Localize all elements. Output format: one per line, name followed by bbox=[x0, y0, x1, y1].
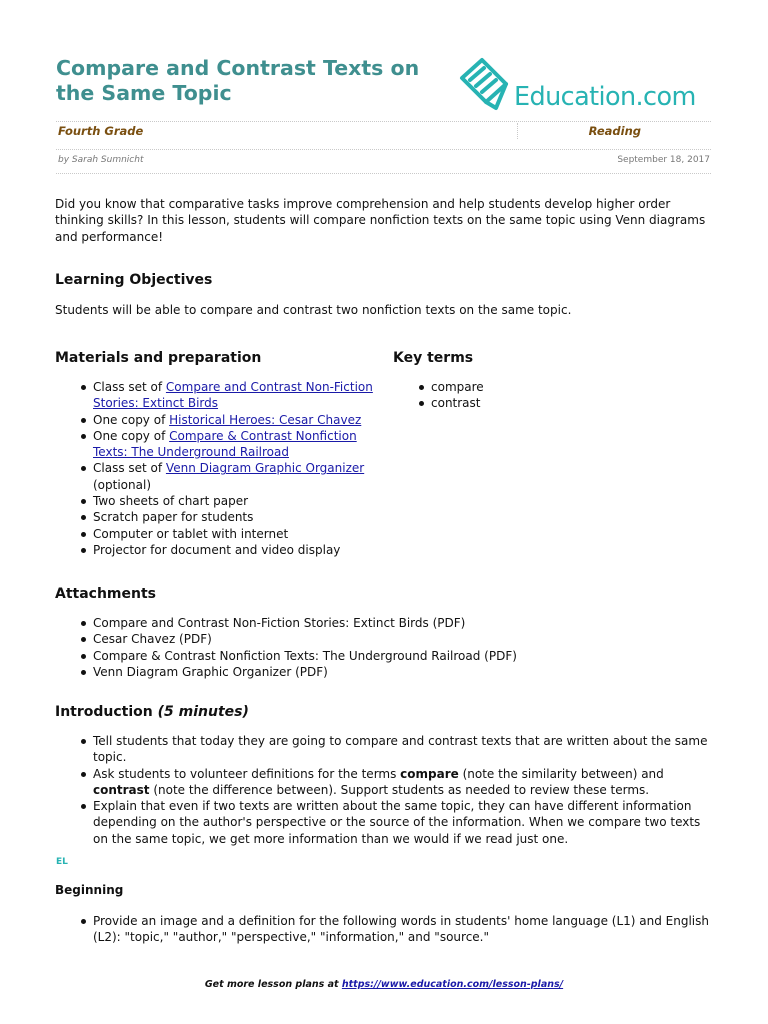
term-contrast: contrast bbox=[93, 782, 150, 797]
title-line-1: Compare and Contrast Texts on bbox=[56, 56, 420, 80]
link-extinct-birds[interactable]: Compare and Contrast Non-Fiction Stories: Extinct Birds bbox=[93, 380, 373, 411]
author-label: by Sarah Sumnicht bbox=[58, 155, 144, 165]
date-label: September 18, 2017 bbox=[617, 155, 710, 165]
list-item: Projector for document and video display bbox=[55, 542, 380, 558]
attachments-list bbox=[55, 615, 715, 680]
learning-objectives-heading: Learning Objectives bbox=[55, 272, 213, 288]
title-line-2: the Same Topic bbox=[56, 81, 232, 105]
list-item: Class set of Compare and Contrast Non-Fiction Stories: Extinct Birds bbox=[55, 379, 380, 412]
education-logo[interactable] bbox=[456, 56, 718, 112]
introduction-title: Introduction bbox=[55, 704, 153, 720]
list-item: Class set of Venn Diagram Graphic Organizer (optional) bbox=[55, 460, 380, 493]
divider-top bbox=[56, 121, 711, 122]
list-item: One copy of Compare & Contrast Nonfiction Texts: The Underground Railroad bbox=[55, 428, 380, 461]
key-terms-heading: Key terms bbox=[393, 350, 474, 366]
introduction-heading bbox=[55, 704, 249, 720]
learning-objectives-text: Students will be able to compare and contrast two nonfiction texts on the same topic. bbox=[55, 303, 572, 317]
link-cesar-chavez[interactable]: Historical Heroes: Cesar Chavez bbox=[169, 412, 362, 427]
list-item: Venn Diagram Graphic Organizer (PDF) bbox=[55, 664, 715, 680]
introduction-list bbox=[55, 733, 715, 847]
materials-list bbox=[55, 379, 380, 558]
list-item: Compare & Contrast Nonfiction Texts: The Underground Railroad (PDF) bbox=[55, 648, 715, 664]
list-item: Provide an image and a definition for the following words in students' home language (L1) and English (L2): "topic," "author," "perspective," "information," and "source." bbox=[55, 913, 715, 946]
list-item: Compare and Contrast Non-Fiction Stories: Extinct Birds (PDF) bbox=[55, 615, 715, 631]
logo-text: Education.com bbox=[514, 82, 696, 112]
footer bbox=[0, 979, 768, 990]
subject-label: Reading bbox=[588, 124, 641, 138]
list-item: contrast bbox=[393, 395, 593, 411]
grade-label: Fourth Grade bbox=[58, 124, 144, 138]
introduction-duration: (5 minutes) bbox=[157, 704, 249, 720]
lesson-title bbox=[56, 56, 456, 106]
beginning-heading: Beginning bbox=[55, 883, 124, 897]
pencil-logo-icon bbox=[456, 56, 514, 112]
attachments-heading: Attachments bbox=[55, 586, 157, 602]
link-venn-diagram[interactable]: Venn Diagram Graphic Organizer bbox=[165, 461, 365, 476]
list-item: Tell students that today they are going to compare and contrast texts that are written about the same topic. bbox=[55, 733, 715, 766]
list-item: Two sheets of chart paper bbox=[55, 493, 380, 509]
key-terms-list bbox=[393, 379, 593, 412]
list-item: One copy of Historical Heroes: Cesar Chavez bbox=[55, 412, 380, 428]
list-item: compare bbox=[393, 379, 593, 395]
list-item: Scratch paper for students bbox=[55, 509, 380, 525]
term-compare: compare bbox=[400, 766, 459, 781]
divider-bottom bbox=[56, 173, 711, 174]
footer-text: Get more lesson plans at bbox=[204, 979, 342, 990]
el-label: EL bbox=[56, 857, 68, 867]
link-underground-railroad[interactable]: Compare & Contrast Nonfiction Texts: The Underground Railroad bbox=[93, 428, 357, 460]
footer-lesson-plans-link[interactable]: https://www.education.com/lesson-plans/ bbox=[341, 979, 564, 990]
beginning-list bbox=[55, 913, 715, 946]
intro-paragraph: Did you know that comparative tasks improve comprehension and help students develop higher order thinking skills? In this lesson, students will compare nonfiction texts on the same topic using Venn diagrams and performance! bbox=[55, 197, 706, 244]
list-item: Cesar Chavez (PDF) bbox=[55, 631, 715, 647]
divider-middle bbox=[56, 149, 711, 150]
divider-vertical bbox=[517, 123, 518, 139]
list-item: Computer or tablet with internet bbox=[55, 526, 380, 542]
materials-heading: Materials and preparation bbox=[55, 350, 262, 366]
list-item: Explain that even if two texts are written about the same topic, they can have different information depending on the author's perspective or the source of the information. When we compare two texts on the same topic, we get more information than we would if we read just one. bbox=[55, 798, 715, 847]
list-item: Ask students to volunteer definitions for the terms compare (note the similarity between) and contrast (note the difference between). Support students as needed to review these terms. bbox=[55, 766, 715, 799]
